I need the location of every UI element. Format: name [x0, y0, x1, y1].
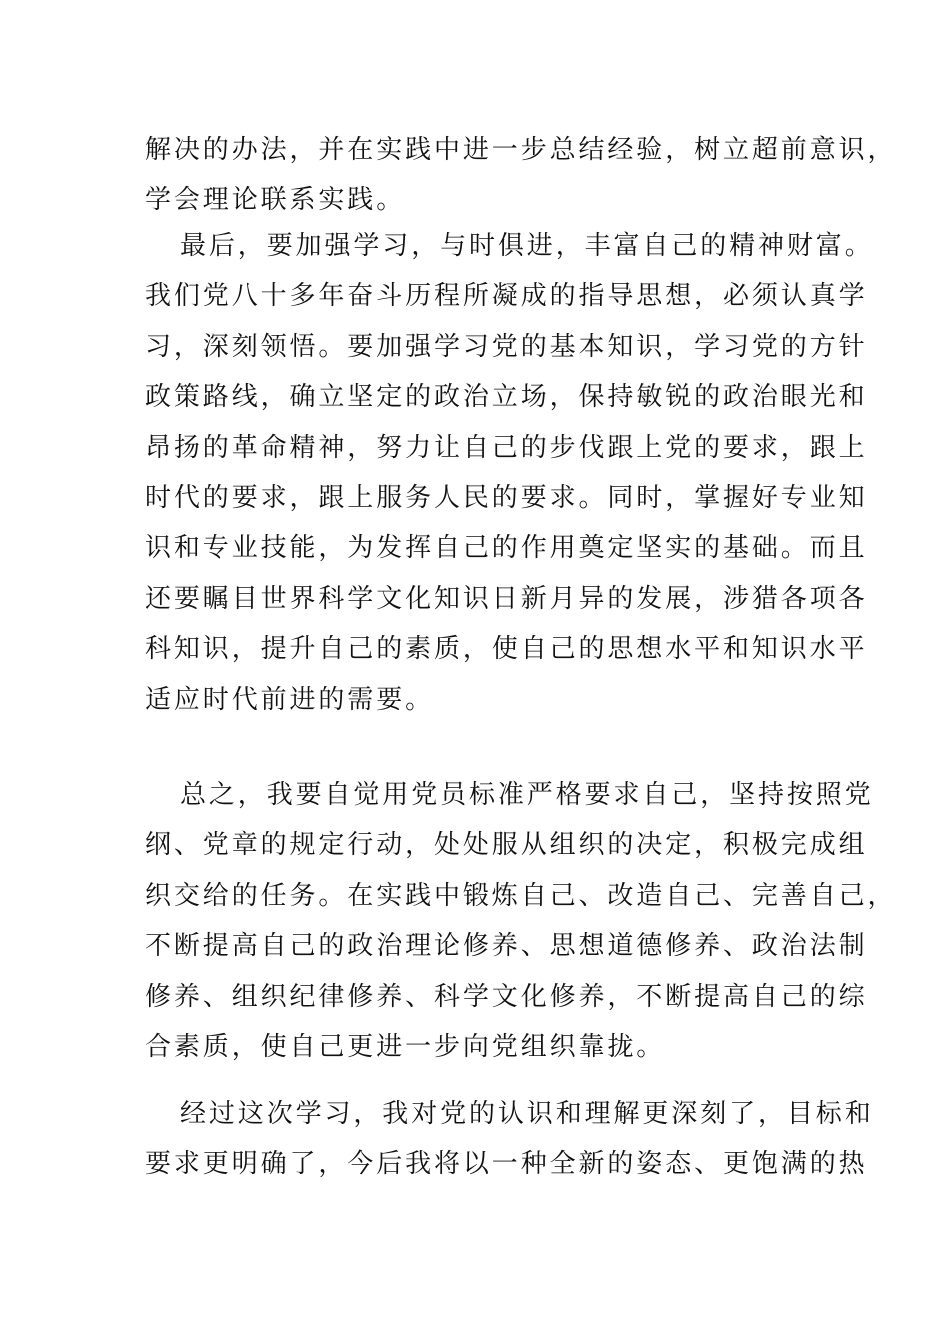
text-line: 总之，我要自觉用党员标准严格要求自己，坚持按照党: [180, 780, 874, 810]
text-line: 政策路线，确立坚定的政治立场，保持敏锐的政治眼光和: [145, 382, 868, 413]
text-line: 昂扬的革命精神，努力让自己的步伐跟上党的要求，跟上: [145, 432, 868, 463]
text-line: 识和专业技能，为发挥自己的作用奠定坚实的基础。而且: [145, 533, 868, 564]
text-line: 科知识，提升自己的素质，使自己的思想水平和知识水平: [145, 634, 868, 665]
text-line: 修养、组织纪律修养、科学文化修养，不断提高自己的综: [145, 981, 868, 1012]
text-line: 要求更明确了，今后我将以一种全新的姿态、更饱满的热: [145, 1149, 868, 1180]
text-line: 解决的办法，并在实践中进一步总结经验，树立超前意识，: [145, 135, 897, 165]
text-line: 还要瞩目世界科学文化知识日新月异的发展，涉猎各项各: [145, 583, 868, 614]
text-line: 我们党八十多年奋斗历程所凝成的指导思想，必须认真学: [145, 281, 868, 312]
text-line: 纲、党章的规定行动，处处服从组织的决定，积极完成组: [145, 830, 868, 861]
paragraph-summary: [145, 770, 897, 1072]
paragraph-conclusion: [145, 1089, 874, 1190]
text-line: 织交给的任务。在实践中锻炼自己、改造自己、完善自己，: [145, 880, 897, 911]
text-line: 不断提高自己的政治理论修养、思想道德修养、政治法制: [145, 931, 868, 962]
text-line: 习，深刻领悟。要加强学习党的基本知识，学习党的方针: [145, 331, 868, 362]
text-line: 适应时代前进的需要。: [145, 684, 435, 715]
paragraph-continuation: [145, 125, 897, 226]
text-line: 合素质，使自己更进一步向党组织靠拢。: [145, 1031, 666, 1062]
text-line: 最后，要加强学习，与时俱进，丰富自己的精神财富。: [180, 231, 874, 261]
text-line: 经过这次学习，我对党的认识和理解更深刻了，目标和: [180, 1099, 874, 1129]
text-line: 学会理论联系实践。: [145, 185, 406, 216]
paragraph-learning: [145, 221, 874, 725]
text-line: 时代的要求，跟上服务人民的要求。同时，掌握好专业知: [145, 482, 868, 513]
